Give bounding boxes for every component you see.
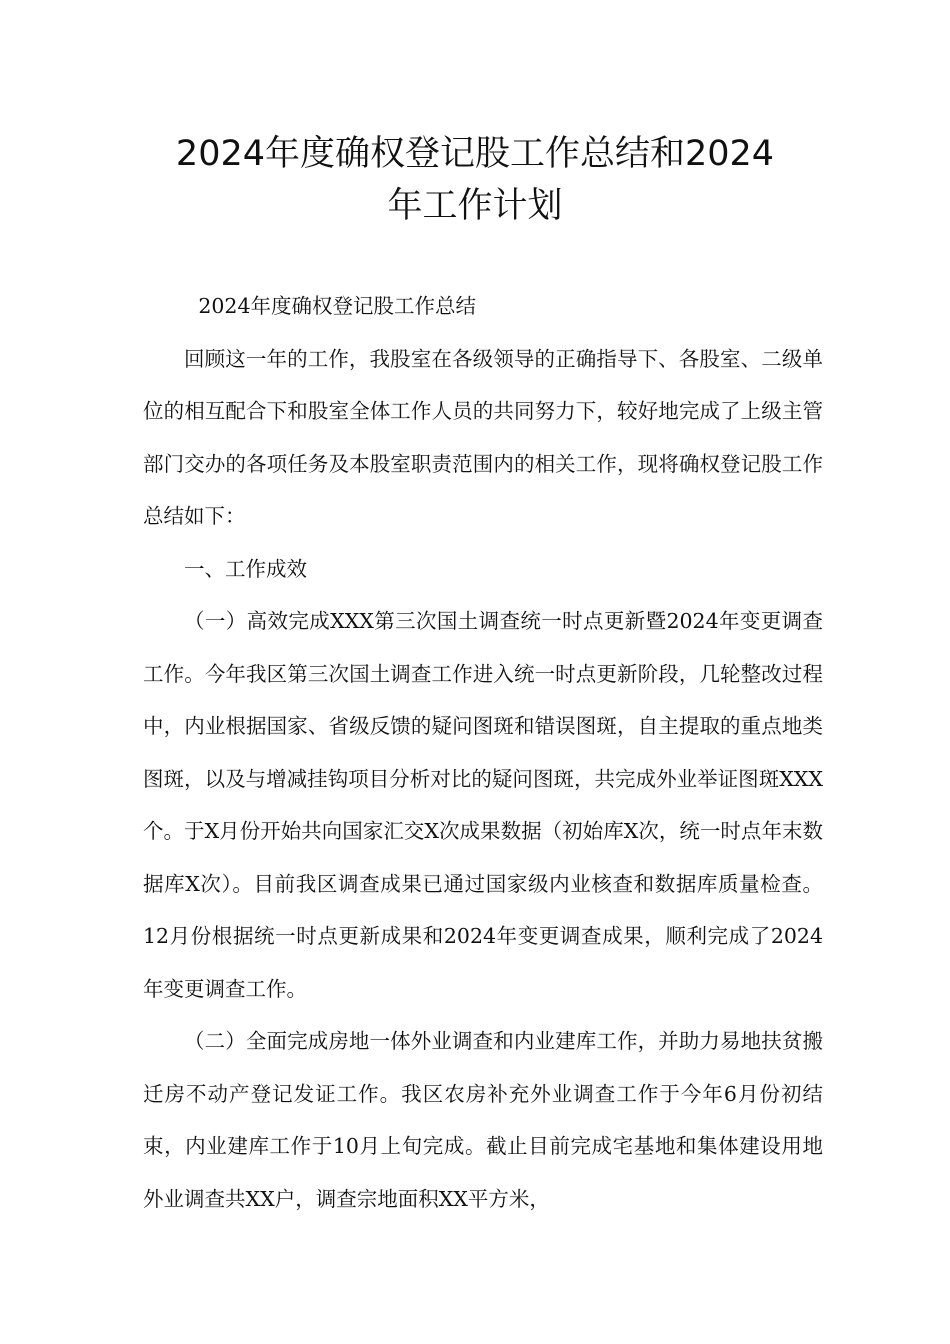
document-title: [100, 128, 850, 232]
document-body: [143, 280, 823, 1225]
title-line-1: 2024年度确权登记股工作总结和2024: [175, 134, 775, 174]
paragraph-intro: 回顾这一年的工作，我股室在各级领导的正确指导下、各股室、二级单位的相互配合下和股室全体工作人员的共同努力下，较好地完成了上级主管部门交办的各项任务及本股室职责范围内的相关工作，现将确权登记股工作总结如下：: [143, 346, 823, 528]
section-subtitle: 2024年度确权登记股工作总结: [198, 294, 477, 318]
section-heading-achievements: 一、工作成效: [184, 556, 307, 581]
paragraph-item-2: （二）全面完成房地一体外业调查和内业建库工作，并助力易地扶贫搬迁房不动产登记发证工作。我区农房补充外业调查工作于今年6月份初结束，内业建库工作于10月上旬完成。截止目前完成宅基地和集体建设用地外业调查共XX户，调查宗地面积XX平方米，: [143, 1029, 823, 1211]
paragraph-item-1: （一）高效完成XXX第三次国土调查统一时点更新暨2024年变更调查工作。今年我区第三次国土调查工作进入统一时点更新阶段，几轮整改过程中，内业根据国家、省级反馈的疑问图斑和错误图斑，自主提取的重点地类图斑，以及与增减挂钩项目分析对比的疑问图斑，共完成外业举证图斑XXX个。于X月份开始共向国家汇交X次成果数据（初始库X次，统一时点年末数据库X次）。目前我区调查成果已通过国家级内业核查和数据库质量检查。12月份根据统一时点更新成果和2024年变更调查成果，顺利完成了2024年变更调查工作。: [143, 609, 823, 1001]
title-line-2: 年工作计划: [387, 186, 563, 226]
